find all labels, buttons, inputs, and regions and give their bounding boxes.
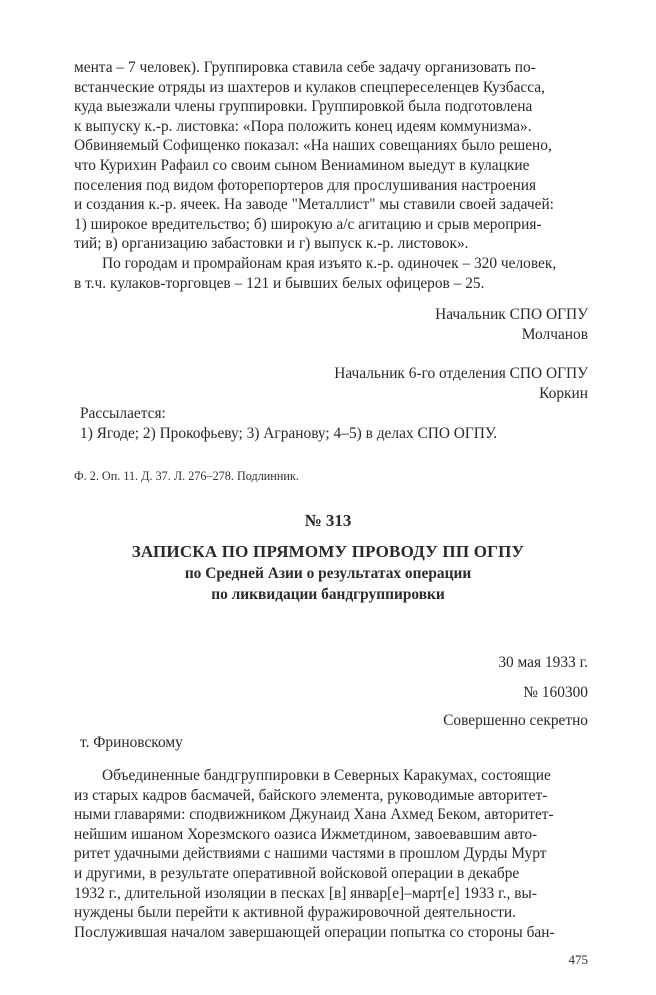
text-line: ными главарями: сподвижником Джунаид Хана Ахмед Беком, авторитет- [74, 806, 554, 824]
second-paragraph [74, 254, 588, 293]
text-line: 1) широкое вредительство; б) широкую а/с агитацию и срыв мероприя- [74, 215, 542, 233]
body-paragraph [74, 766, 588, 942]
page-number: 475 [568, 952, 588, 967]
text-line: что Курихин Рафаил со своим сыном Вениамином выедут в кулацкие [74, 156, 530, 174]
signature-name: Коркин [539, 384, 588, 402]
archive-source-note: Ф. 2. Оп. 11. Д. 37. Л. 276–278. Подлинник. [74, 469, 299, 483]
title-line: по Средней Азии о результатах операции [184, 565, 472, 582]
text-line: встанческие отряды из шахтеров и кулаков спецпереселенцев Кузбасса, [74, 78, 545, 96]
text-line: в т.ч. кулаков-торговцев – 121 и бывших белых офицеров – 25. [74, 274, 485, 292]
text-line: поселения под видом фоторепортеров для прослушивания настроения [74, 176, 537, 194]
text-line: и создания к.-р. ячеек. На заводе "Металлист" мы ставили своей задачей: [74, 196, 554, 214]
text-line: и другими, в результате оперативной войсковой операции в декабре [74, 864, 520, 882]
text-line: к выпуску к.-р. листовка: «Пора положить конец идеям коммунизма». [74, 117, 532, 135]
text-line: ритет удачными действиями с нашими частями в прошлом Дурды Мурт [74, 845, 547, 863]
top-paragraph [74, 58, 588, 254]
distribution-label: Рассылается: [80, 405, 166, 422]
text-line: 1932 г., длительной изоляции в песках [в] январ[е]–март[е] 1933 г., вы- [74, 884, 537, 902]
text-line: По городам и промрайонам края изъято к.-р. одиночек – 320 человек, [102, 255, 557, 272]
distribution-block [80, 404, 594, 443]
document-number: № 313 [304, 511, 352, 530]
text-line: мента – 7 человек). Группировка ставила себе задачу организовать по- [74, 59, 536, 76]
title-line: по ликвидации бандгруппировки [211, 586, 445, 603]
signature-title: Начальник СПО ОГПУ [435, 306, 588, 323]
title-line: ЗАПИСКА ПО ПРЯМОМУ ПРОВОДУ ПП ОГПУ [131, 542, 525, 561]
document-date: 30 мая 1933 г. [498, 654, 588, 671]
text-line: нейшим ишаном Хорезмского оазиса Ижметдином, завоевавшим авто- [74, 825, 538, 843]
text-line: нуждены были перейти к активной фуражировочной деятельности. [74, 904, 516, 922]
signature-title: Начальник 6-го отделения СПО ОГПУ [334, 365, 588, 382]
signature-name: Молчанов [521, 325, 588, 343]
text-line: из старых кадров басмачей, байского элемента, руководимые авторитет- [74, 786, 548, 804]
document-title [60, 541, 596, 605]
text-line: куда выезжали члены группировки. Группировкой была подготовлена [74, 98, 533, 116]
classification-label: Совершенно секретно [443, 712, 588, 729]
addressee-text: т. Фриновскому [80, 734, 183, 751]
text-line: Обвиняемый Софищенко показал: «На наших совещаниях было решено, [74, 137, 552, 155]
registration-number: № 160300 [523, 684, 588, 701]
signature-korkin [334, 364, 588, 403]
addressee [80, 733, 594, 753]
text-line: Объединенные бандгруппировки в Северных Каракумах, состоящие [102, 767, 551, 784]
distribution-list: 1) Ягоде; 2) Прокофьеву; 3) Агранову; 4–5) в делах СПО ОГПУ. [80, 424, 498, 442]
text-line: Послужившая началом завершающей операции попытка со стороны бан- [74, 923, 555, 941]
signature-molchanov [435, 305, 588, 344]
text-line: тий; в) организацию забастовки и г) выпуск к.-р. листовок». [74, 235, 469, 253]
